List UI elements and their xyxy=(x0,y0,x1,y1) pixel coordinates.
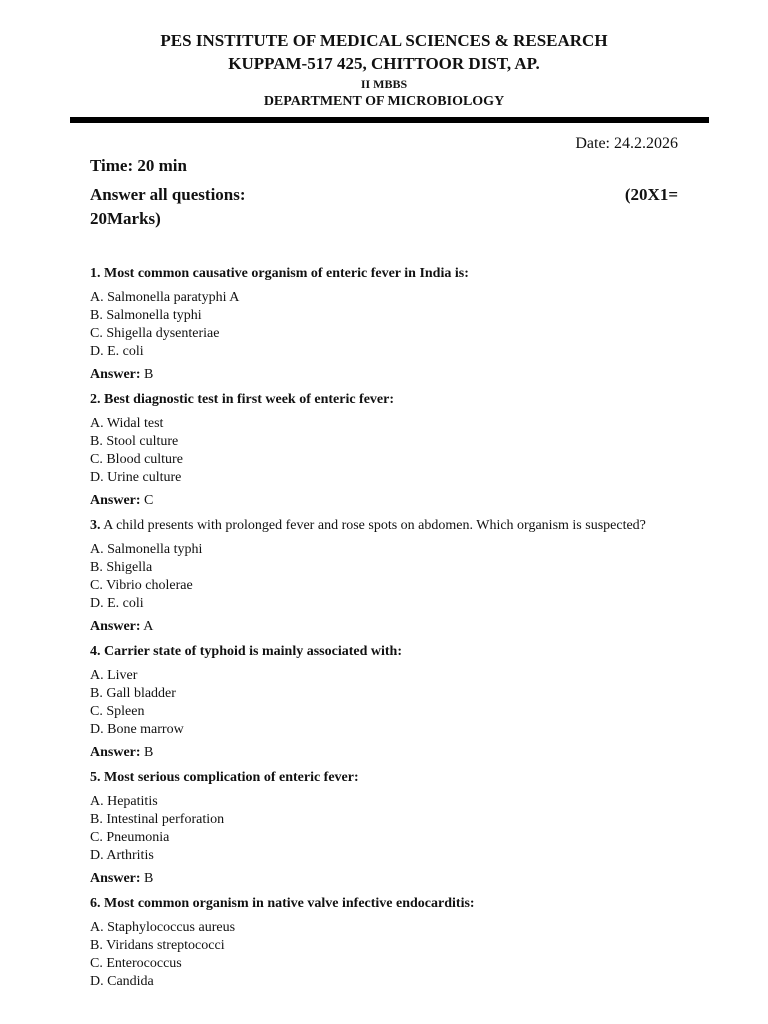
answer-line xyxy=(90,366,680,384)
question-number: 4. xyxy=(90,644,101,659)
option-d: D. Urine culture xyxy=(90,470,182,485)
option-c: C. Pneumonia xyxy=(90,830,170,845)
answer-label: Answer: xyxy=(90,367,141,382)
question-number: 1. xyxy=(90,266,101,281)
question-3 xyxy=(90,516,680,636)
option-d: D. E. coli xyxy=(90,344,144,359)
question-6 xyxy=(90,894,680,991)
option-c: C. Blood culture xyxy=(90,452,183,467)
question-text xyxy=(90,642,680,661)
answer-value: B xyxy=(144,745,154,760)
option-d: D. Arthritis xyxy=(90,848,154,863)
question-body: Best diagnostic test in first week of enteric fever: xyxy=(104,392,395,407)
option-d: D. E. coli xyxy=(90,596,144,611)
question-2 xyxy=(90,390,680,510)
answer-label: Answer: xyxy=(90,745,141,760)
option-d: D. Bone marrow xyxy=(90,722,184,737)
option-a: A. Staphylococcus aureus xyxy=(90,920,236,935)
department-name: DEPARTMENT OF MICROBIOLOGY xyxy=(263,94,505,109)
class-label: II MBBS xyxy=(360,77,408,91)
question-text xyxy=(90,768,680,787)
question-1 xyxy=(90,264,680,384)
answer-label: Answer: xyxy=(90,619,141,634)
header-divider xyxy=(70,117,709,123)
option-a: A. Liver xyxy=(90,668,138,683)
question-text xyxy=(90,894,680,913)
answer-label: Answer: xyxy=(90,871,141,886)
marks-total-continued: 20Marks) xyxy=(90,209,161,228)
option-a: A. Widal test xyxy=(90,416,164,431)
option-a: A. Salmonella typhi xyxy=(90,542,203,557)
marks-total: (20X1= xyxy=(624,185,678,204)
option-b: B. Shigella xyxy=(90,560,153,575)
question-body: A child presents with prolonged fever and rose spots on abdomen. Which organism is suspected? xyxy=(103,518,646,533)
exam-instructions: Answer all questions: xyxy=(90,185,246,204)
answer-line xyxy=(90,618,680,636)
option-a: A. Hepatitis xyxy=(90,794,158,809)
answer-label: Answer: xyxy=(90,493,141,508)
answer-value: A xyxy=(143,619,154,634)
question-number: 3. xyxy=(90,518,101,533)
question-5 xyxy=(90,768,680,888)
answer-line xyxy=(90,870,680,888)
question-body: Most common causative organism of enteric fever in India is: xyxy=(104,266,469,281)
option-c: C. Vibrio cholerae xyxy=(90,578,193,593)
answer-line xyxy=(90,492,680,510)
option-d: D. Candida xyxy=(90,974,154,989)
institute-address: KUPPAM-517 425, CHITTOOR DIST, AP. xyxy=(228,54,540,73)
option-c: C. Spleen xyxy=(90,704,145,719)
answer-value: B xyxy=(144,367,154,382)
option-c: C. Shigella dysenteriae xyxy=(90,326,220,341)
option-a: A. Salmonella paratyphi A xyxy=(90,290,240,305)
exam-time: Time: 20 min xyxy=(90,156,187,175)
question-body: Carrier state of typhoid is mainly associated with: xyxy=(104,644,402,659)
question-list xyxy=(90,264,680,991)
question-body: Most common organism in native valve infective endocarditis: xyxy=(104,896,475,911)
question-text xyxy=(90,390,680,409)
option-c: C. Enterococcus xyxy=(90,956,182,971)
question-number: 6. xyxy=(90,896,101,911)
question-number: 2. xyxy=(90,392,101,407)
question-body: Most serious complication of enteric fever: xyxy=(104,770,359,785)
answer-value: C xyxy=(144,493,154,508)
answer-value: B xyxy=(144,871,154,886)
option-b: B. Viridans streptococci xyxy=(90,938,225,953)
option-b: B. Intestinal perforation xyxy=(90,812,225,827)
question-number: 5. xyxy=(90,770,101,785)
option-b: B. Salmonella typhi xyxy=(90,308,202,323)
question-text xyxy=(90,516,680,535)
question-4 xyxy=(90,642,680,762)
answer-line xyxy=(90,744,680,762)
option-b: B. Stool culture xyxy=(90,434,179,449)
institute-name: PES INSTITUTE OF MEDICAL SCIENCES & RESEARCH xyxy=(160,31,608,50)
document-header xyxy=(0,30,768,112)
question-text xyxy=(90,264,680,283)
exam-date: Date: 24.2.2026 xyxy=(575,135,678,152)
option-b: B. Gall bladder xyxy=(90,686,176,701)
